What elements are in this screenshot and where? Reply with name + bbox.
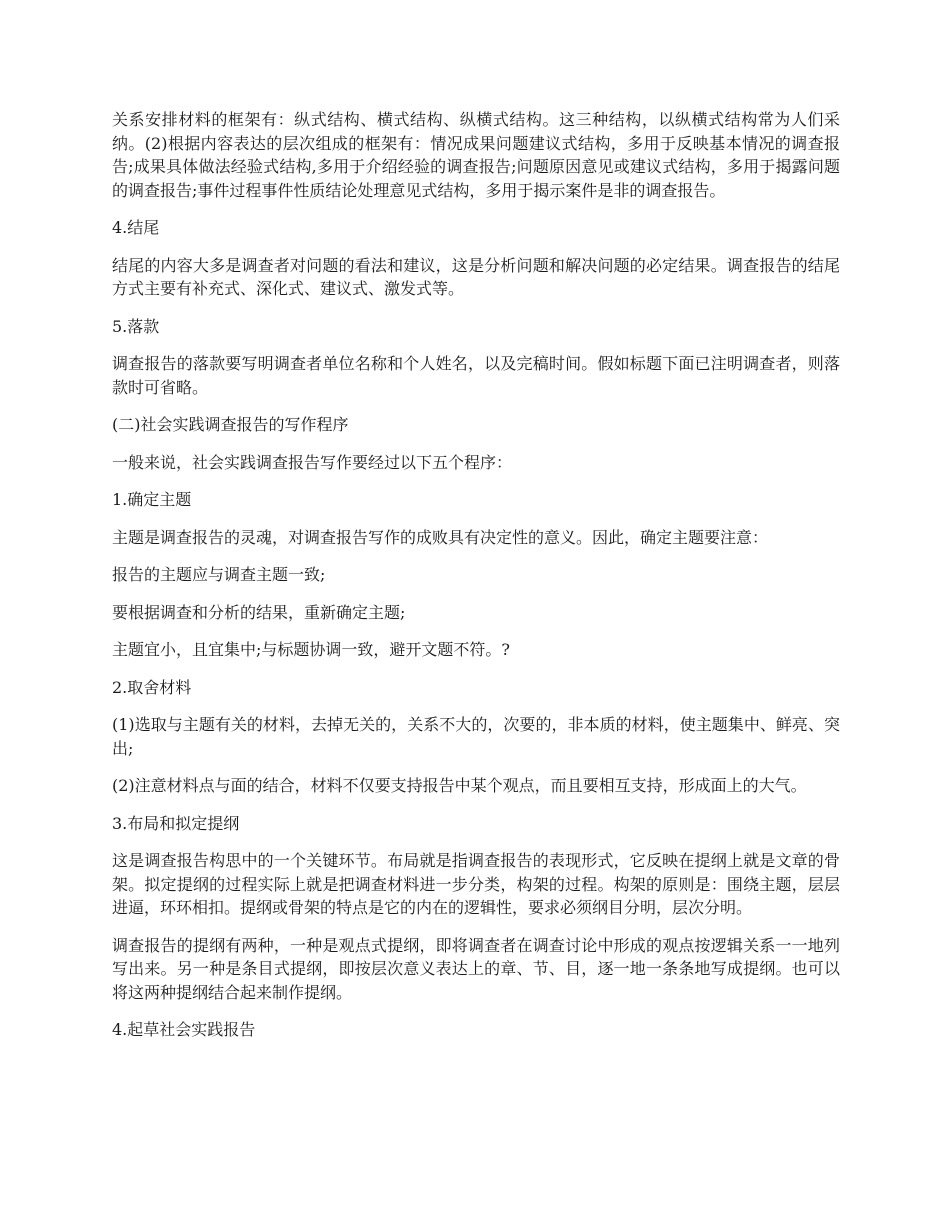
heading-determine-theme: 1.确定主题 — [112, 490, 192, 509]
heading-outline: 3.布局和拟定提纲 — [112, 813, 240, 833]
paragraph-framework-structure: 关系安排材料的框架有：纵式结构、横式结构、纵横式结构。这三种结构，以纵横式结构常为人们采纳。(2)根据内容表达的层次组成的框架有：情况成果问题建议式结构，多用于反映基本情况的调查报告;成果具体做法经验式结构,多用于介绍经验的调查报告;问题原因意见或建议式结构，多用于揭露问题的调查报告;事件过程事件性质结论处理意见式结构，多用于揭示案件是非的调查报告。 — [112, 110, 840, 200]
section-heading-writing-procedure: (二)社会实践调查报告的写作程序 — [112, 415, 349, 434]
heading-ending: 4.结尾 — [112, 218, 160, 237]
list-item-materials-1: (1)选取与主题有关的材料，去掉无关的，关系不大的，次要的，非本质的材料，使主题集中、鲜亮、突出; — [112, 715, 840, 758]
paragraph-theme: 主题是调查报告的灵魂，对调查报告写作的成败具有决定性的意义。因此，确定主题要注意： — [112, 527, 769, 547]
paragraph-signature: 调查报告的落款要写明调查者单位名称和个人姓名，以及完稿时间。假如标题下面已注明调查者，则落款时可省略。 — [112, 354, 840, 397]
heading-draft-report: 4.起草社会实践报告 — [112, 1020, 256, 1039]
list-item-theme-3: 主题宜小，且宜集中;与标题协调一致，避开文题不符。? — [112, 640, 510, 659]
paragraph-outline-2: 调查报告的提纲有两种，一种是观点式提纲，即将调查者在调查讨论中形成的观点按逻辑关系一一地列写出来。另一种是条目式提纲，即按层次意义表达上的章、节、目，逐一地一条条地写成提纲。也可以将这两种提纲结合起来制作提纲。 — [112, 935, 840, 1002]
heading-select-materials: 2.取舍材料 — [112, 677, 192, 697]
list-item-theme-2: 要根据调查和分析的结果，重新确定主题; — [112, 602, 406, 622]
document-page — [112, 108, 840, 1056]
list-item-materials-2: (2)注意材料点与面的结合，材料不仅要支持报告中某个观点，而且要相互支持，形成面上的大气。 — [112, 776, 807, 795]
paragraph-ending: 结尾的内容大多是调查者对问题的看法和建议，这是分析问题和解决问题的必定结果。调查报告的结尾方式主要有补充式、深化式、建议式、激发式等。 — [112, 255, 840, 298]
paragraph-outline-1: 这是调查报告构思中的一个关键环节。布局就是指调查报告的表现形式，它反映在提纲上就是文章的骨架。拟定提纲的过程实际上就是把调查材料进一步分类，构架的过程。构架的原则是：围绕主题，层层进逼，环环相扣。提纲或骨架的特点是它的内在的逻辑性，要求必须纲目分明，层次分明。 — [112, 851, 840, 917]
paragraph-procedure-intro: 一般来说，社会实践调查报告写作要经过以下五个程序： — [112, 452, 513, 472]
heading-signature: 5.落款 — [112, 316, 160, 336]
list-item-theme-1: 报告的主题应与调查主题一致; — [112, 565, 326, 584]
